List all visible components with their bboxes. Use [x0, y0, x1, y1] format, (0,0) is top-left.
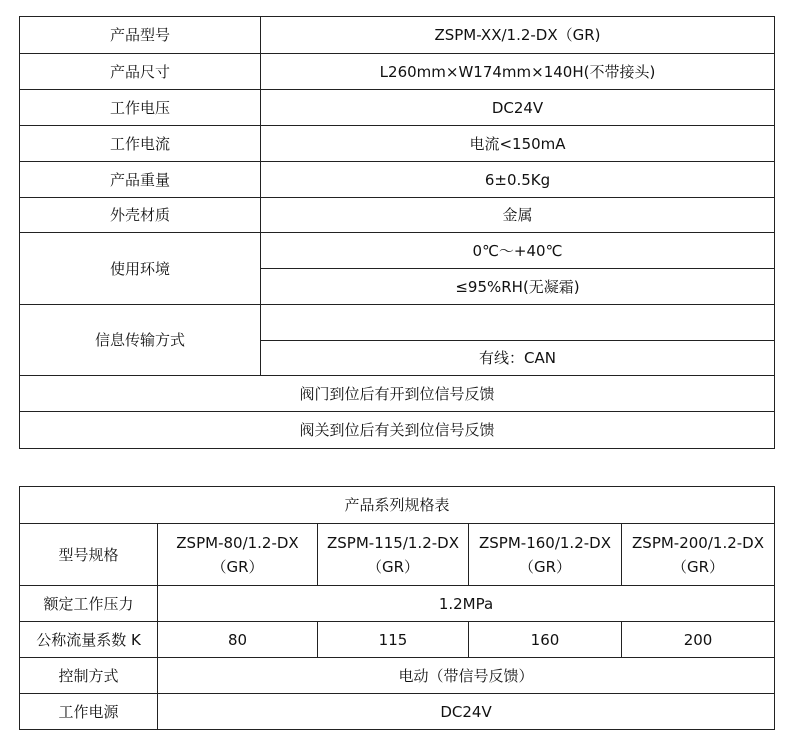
model-name: ZSPM-200/1.2-DX — [632, 533, 764, 552]
spec-row-voltage — [20, 90, 775, 126]
spec-row-current — [20, 126, 775, 162]
spec-value: L260mm×W174mm×140H(不带接头) — [261, 54, 775, 90]
model-name: ZSPM-80/1.2-DX — [176, 533, 299, 552]
model-cell — [469, 524, 622, 586]
series-control-row — [20, 658, 775, 694]
model-name: ZSPM-160/1.2-DX — [479, 533, 611, 552]
spec-value: 金属 — [261, 198, 775, 233]
spec-value: DC24V — [261, 90, 775, 126]
spec-label: 工作电流 — [20, 126, 261, 162]
spec-label: 产品重量 — [20, 162, 261, 198]
series-model-row — [20, 524, 775, 586]
spec-label: 使用环境 — [20, 233, 261, 305]
series-label: 控制方式 — [20, 658, 158, 694]
spec-label: 工作电压 — [20, 90, 261, 126]
series-table — [19, 486, 775, 730]
spec-note: 阀关到位后有关到位信号反馈 — [20, 412, 775, 449]
model-suffix: （GR） — [211, 557, 264, 576]
spec-label: 外壳材质 — [20, 198, 261, 233]
series-flow-row — [20, 622, 775, 658]
spec-row-feedback-open — [20, 376, 775, 412]
flow-value: 160 — [469, 622, 622, 658]
series-label: 额定工作压力 — [20, 586, 158, 622]
spec-value: 有线：CAN — [261, 341, 775, 376]
series-label: 型号规格 — [20, 524, 158, 586]
spec-label: 产品尺寸 — [20, 54, 261, 90]
spec-row-size — [20, 54, 775, 90]
series-value: 1.2MPa — [158, 586, 775, 622]
spec-value: ≤95%RH(无凝霜) — [261, 269, 775, 305]
series-title: 产品系列规格表 — [20, 487, 775, 524]
model-name: ZSPM-115/1.2-DX — [327, 533, 459, 552]
flow-value: 115 — [318, 622, 469, 658]
model-suffix: （GR） — [671, 557, 725, 576]
model-cell — [622, 524, 775, 586]
series-label: 公称流量系数 K — [20, 622, 158, 658]
model-suffix: （GR） — [518, 557, 572, 576]
spec-row-weight — [20, 162, 775, 198]
model-suffix: （GR） — [366, 557, 420, 576]
spec-label: 信息传输方式 — [20, 305, 261, 376]
spec-label: 产品型号 — [20, 17, 261, 54]
spec-value: ZSPM-XX/1.2-DX（GR) — [261, 17, 775, 54]
series-power-row — [20, 694, 775, 730]
series-value: DC24V — [158, 694, 775, 730]
series-value: 电动（带信号反馈） — [158, 658, 775, 694]
spec-note: 阀门到位后有开到位信号反馈 — [20, 376, 775, 412]
spec-value: 6±0.5Kg — [261, 162, 775, 198]
series-title-row — [20, 487, 775, 524]
flow-value: 80 — [158, 622, 318, 658]
spec-table — [19, 16, 775, 449]
flow-value: 200 — [622, 622, 775, 658]
spec-value: 电流<150mA — [261, 126, 775, 162]
series-pressure-row — [20, 586, 775, 622]
model-cell — [158, 524, 318, 586]
spec-row-transmission — [20, 305, 775, 341]
model-cell — [318, 524, 469, 586]
spec-value-empty — [261, 305, 775, 341]
spec-row-model — [20, 17, 775, 54]
spec-row-feedback-close — [20, 412, 775, 449]
series-label: 工作电源 — [20, 694, 158, 730]
spec-row-environment — [20, 233, 775, 269]
spec-value: 0℃～+40℃ — [261, 233, 775, 269]
spec-row-shell — [20, 198, 775, 233]
